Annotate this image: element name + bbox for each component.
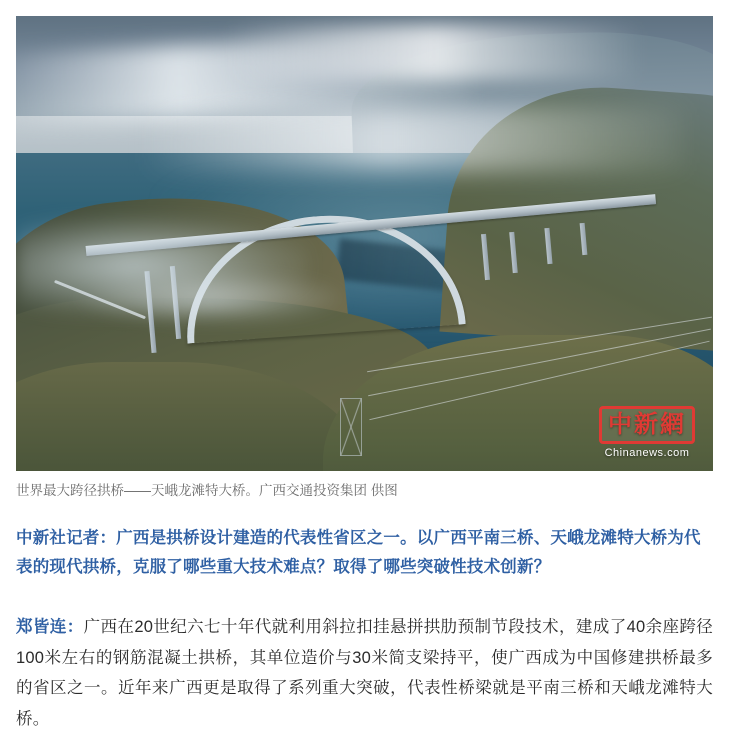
answer-text: 广西在20世纪六七十年代就利用斜拉扣挂悬拼拱肋预制节段技术，建成了40余座跨径100米左右的钢筋混凝土拱桥，其单位造价与30米简支梁持平，使广西成为中国修建拱桥最多的省区之一。近年来广西更是取得了系列重大突破，代表性桥梁就是平南三桥和天峨龙滩特大桥。 xyxy=(16,618,713,728)
bridge-photo xyxy=(16,16,713,471)
question-text: 广西是拱桥设计建造的代表性省区之一。以广西平南三桥、天峨龙滩特大桥为代表的现代拱桥，克服了哪些重大技术难点？取得了哪些突破性技术创新？ xyxy=(16,529,701,577)
question-speaker-label: 中新社记者： xyxy=(16,529,117,547)
transmission-tower xyxy=(340,398,362,456)
watermark-url: Chinanews.com xyxy=(604,447,690,459)
fog-band xyxy=(16,216,309,316)
interview-answer xyxy=(16,612,713,734)
watermark xyxy=(599,406,695,459)
interview-question xyxy=(16,524,713,583)
answer-speaker-label: 郑皆连： xyxy=(16,618,84,636)
fog-band xyxy=(141,107,685,171)
chinanews-logo: 中新網 xyxy=(599,406,695,444)
fog-band xyxy=(225,25,643,80)
figure-caption: 世界最大跨径拱桥——天峨龙滩特大桥。广西交通投资集团 供图 xyxy=(16,483,398,498)
article-figure xyxy=(16,16,713,471)
